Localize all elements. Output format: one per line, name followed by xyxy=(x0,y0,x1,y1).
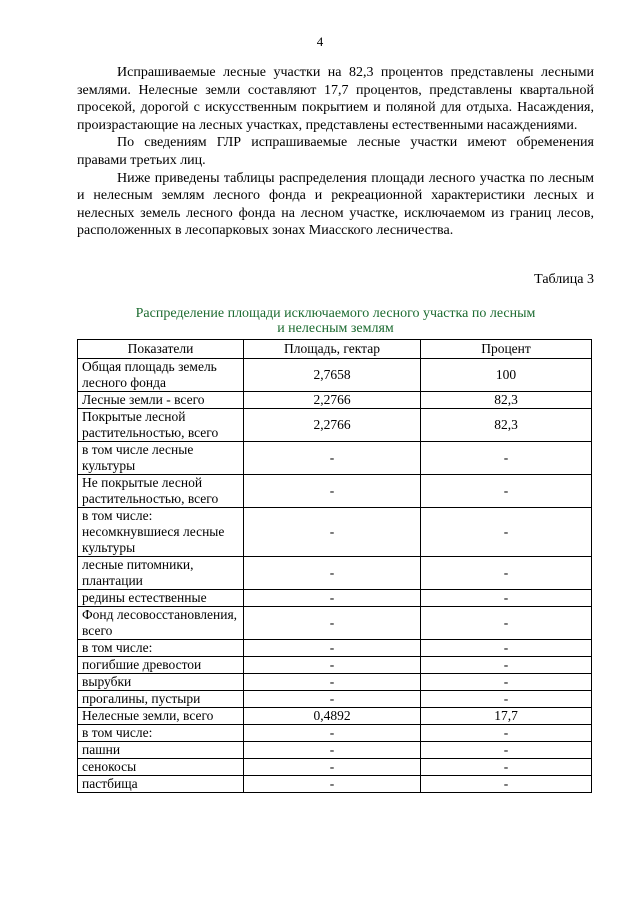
table-row xyxy=(78,759,592,776)
table-row xyxy=(78,392,592,409)
column-header-area: Площадь, гектар xyxy=(244,340,421,359)
row-area-cell: - xyxy=(244,657,421,674)
row-percent-cell: - xyxy=(421,557,592,590)
table-row xyxy=(78,508,592,557)
row-indicator-cell: погибшие древостои xyxy=(78,657,244,674)
row-percent-cell: - xyxy=(421,674,592,691)
row-area-cell: - xyxy=(244,508,421,557)
row-percent-cell: 82,3 xyxy=(421,392,592,409)
row-indicator-cell: Лесные земли - всего xyxy=(78,392,244,409)
row-indicator-cell: пашни xyxy=(78,742,244,759)
table-caption xyxy=(77,306,594,336)
row-area-cell: - xyxy=(244,674,421,691)
row-area-cell: - xyxy=(244,725,421,742)
table-label: Таблица 3 xyxy=(534,272,594,287)
row-percent-cell: - xyxy=(421,475,592,508)
table-row xyxy=(78,640,592,657)
row-indicator-cell: Покрытые лесной растительностью, всего xyxy=(78,409,244,442)
row-percent-cell: - xyxy=(421,442,592,475)
row-percent-cell: - xyxy=(421,759,592,776)
table-row xyxy=(78,674,592,691)
paragraph: По сведениям ГЛР испрашиваемые лесные участки имеют обременения правами третьих лиц. xyxy=(77,135,594,168)
paragraph: Испрашиваемые лесные участки на 82,3 процентов представлены лесными землями. Нелесные земли составляют 17,7 процентов, представлены квартальной просекой, дорогой с искусственным покрытием и поляной для отдыха. Насаждения, произрастающие на лесных участках, представлены естественными насаждениями. xyxy=(77,65,594,133)
row-area-cell: - xyxy=(244,590,421,607)
row-area-cell: - xyxy=(244,691,421,708)
row-indicator-cell: Не покрытые лесной растительностью, всего xyxy=(78,475,244,508)
row-percent-cell: - xyxy=(421,607,592,640)
row-indicator-cell: сенокосы xyxy=(78,759,244,776)
table-caption-line: и нелесным землям xyxy=(277,321,394,336)
row-percent-cell: 17,7 xyxy=(421,708,592,725)
row-percent-cell: - xyxy=(421,590,592,607)
column-header-percent: Процент xyxy=(421,340,592,359)
row-percent-cell: - xyxy=(421,742,592,759)
row-area-cell: - xyxy=(244,640,421,657)
table-row xyxy=(78,590,592,607)
row-percent-cell: 82,3 xyxy=(421,409,592,442)
row-area-cell: - xyxy=(244,759,421,776)
row-indicator-cell: прогалины, пустыри xyxy=(78,691,244,708)
table-row xyxy=(78,742,592,759)
table-row xyxy=(78,776,592,793)
table-row xyxy=(78,557,592,590)
row-indicator-cell: Нелесные земли, всего xyxy=(78,708,244,725)
table-row xyxy=(78,725,592,742)
row-indicator-cell: в том числе: несомкнувшиеся лесные культуры xyxy=(78,508,244,557)
table-row xyxy=(78,442,592,475)
row-indicator-cell: в том числе: xyxy=(78,640,244,657)
land-distribution-table xyxy=(77,339,592,793)
row-area-cell: - xyxy=(244,776,421,793)
row-percent-cell: - xyxy=(421,776,592,793)
row-area-cell: - xyxy=(244,442,421,475)
row-percent-cell: - xyxy=(421,691,592,708)
body-text xyxy=(77,64,594,240)
table-row xyxy=(78,657,592,674)
column-header-indicator: Показатели xyxy=(78,340,244,359)
table-row xyxy=(78,708,592,725)
table-row xyxy=(78,359,592,392)
table-caption-line: Распределение площади исключаемого лесного участка по лесным xyxy=(135,306,536,321)
table-row xyxy=(78,475,592,508)
row-indicator-cell: лесные питомники, плантации xyxy=(78,557,244,590)
row-area-cell: 2,7658 xyxy=(244,359,421,392)
row-indicator-cell: в том числе: xyxy=(78,725,244,742)
row-indicator-cell: редины естественные xyxy=(78,590,244,607)
row-indicator-cell: в том числе лесные культуры xyxy=(78,442,244,475)
row-percent-cell: - xyxy=(421,640,592,657)
row-area-cell: - xyxy=(244,475,421,508)
row-indicator-cell: Общая площадь земель лесного фонда xyxy=(78,359,244,392)
row-indicator-cell: Фонд лесовосстановления, всего xyxy=(78,607,244,640)
row-area-cell: - xyxy=(244,742,421,759)
table-row xyxy=(78,691,592,708)
row-percent-cell: - xyxy=(421,657,592,674)
table-row xyxy=(78,607,592,640)
row-area-cell: - xyxy=(244,607,421,640)
row-indicator-cell: вырубки xyxy=(78,674,244,691)
row-percent-cell: - xyxy=(421,725,592,742)
table-row xyxy=(78,409,592,442)
row-area-cell: 2,2766 xyxy=(244,409,421,442)
row-area-cell: 2,2766 xyxy=(244,392,421,409)
table-header-row xyxy=(78,340,592,359)
row-indicator-cell: пастбища xyxy=(78,776,244,793)
page-number: 4 xyxy=(316,34,324,49)
row-percent-cell: - xyxy=(421,508,592,557)
row-area-cell: 0,4892 xyxy=(244,708,421,725)
row-area-cell: - xyxy=(244,557,421,590)
paragraph: Ниже приведены таблицы распределения площади лесного участка по лесным и нелесным землям лесного фонда и рекреационной характеристики лесных и нелесных земель лесного фонда на лесном участке, исключаемом из границ лесов, расположенных в лесопарковых зонах Миасского лесничества. xyxy=(77,170,594,239)
row-percent-cell: 100 xyxy=(421,359,592,392)
